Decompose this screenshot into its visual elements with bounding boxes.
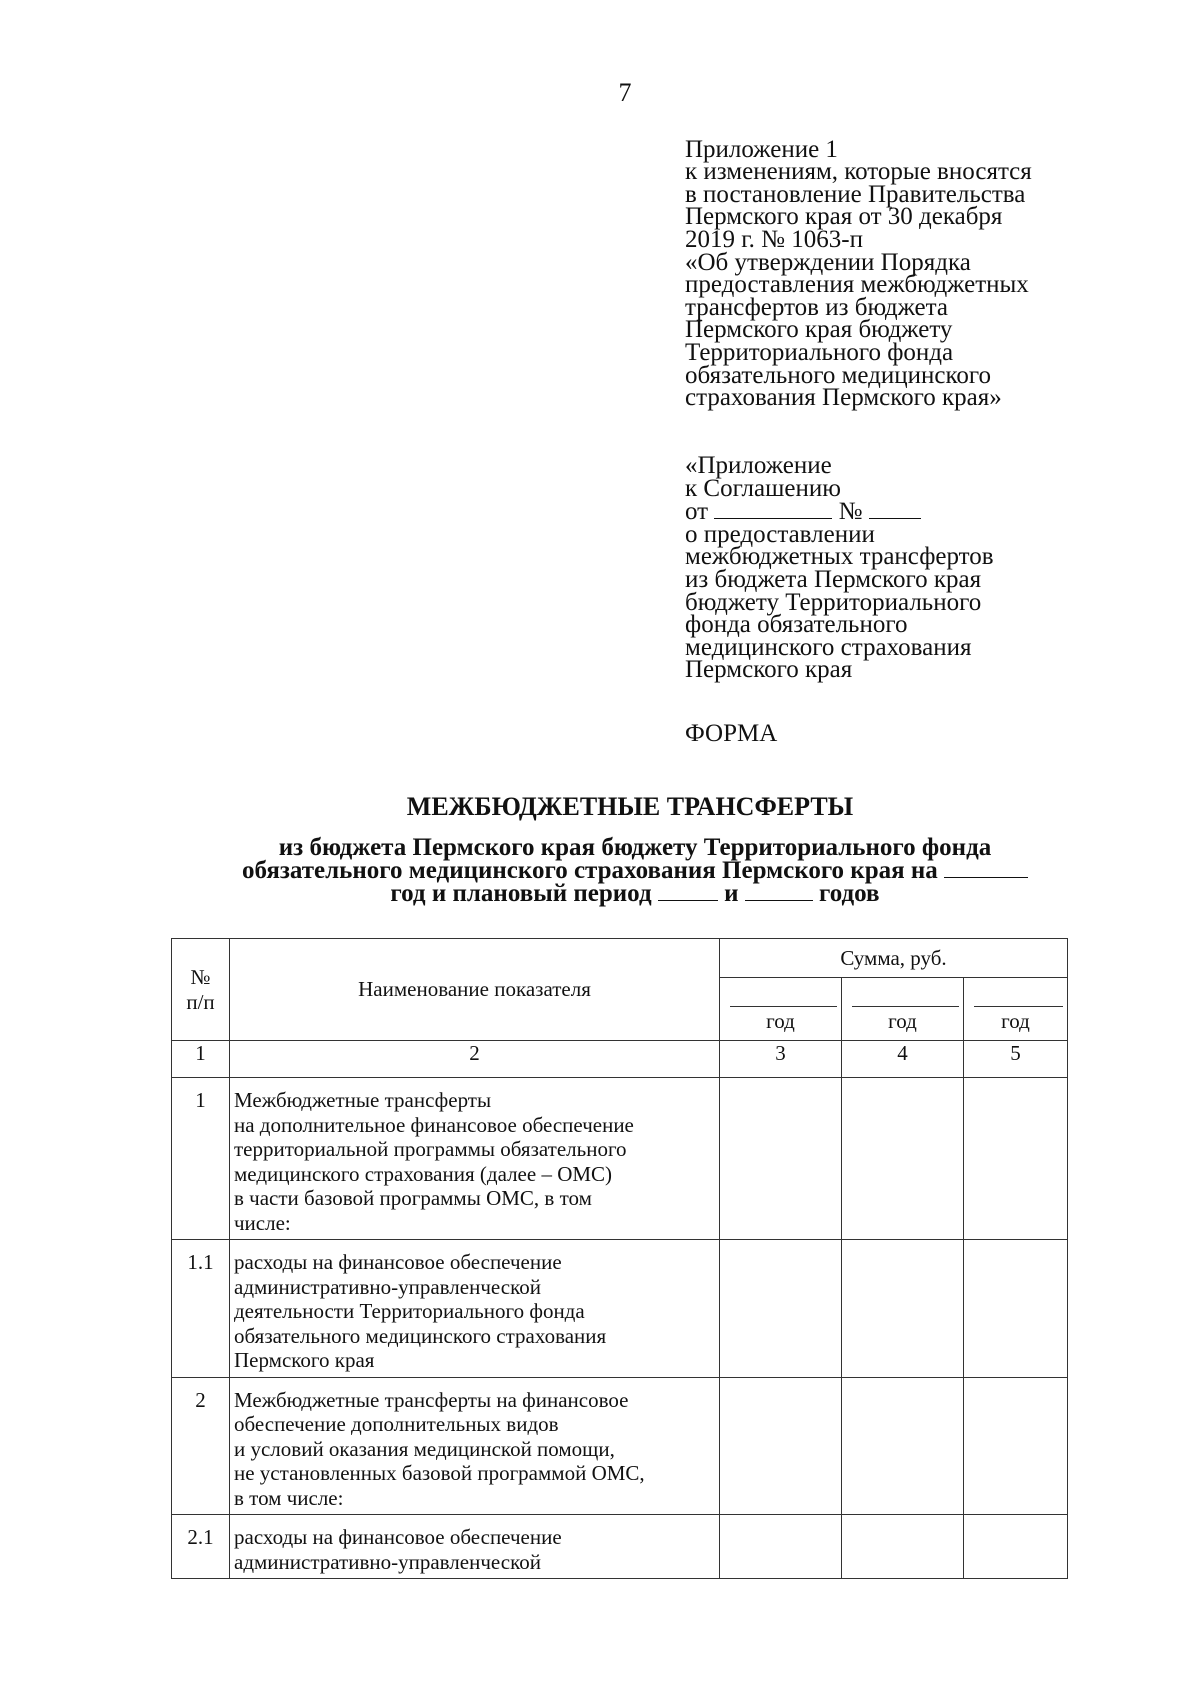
- row-indicator-name: [230, 1240, 720, 1378]
- row-text-line: Пермского края: [234, 1348, 375, 1372]
- table-row: [172, 1240, 1068, 1378]
- annex-line: 2019 г. № 1063-п: [685, 225, 863, 253]
- column-index: 2: [230, 1041, 720, 1078]
- number-blank-field[interactable]: [869, 500, 921, 519]
- row-text-line: расходы на финансовое обеспечение: [234, 1525, 562, 1549]
- row-text-line: Межбюджетные трансферты на финансовое: [234, 1387, 629, 1412]
- agreement-line: к Соглашению: [685, 474, 841, 502]
- agreement-line: фонда обязательного: [685, 611, 908, 639]
- row-text-line: обязательного медицинского страхования: [234, 1323, 607, 1348]
- row-text-line: деятельности Территориального фонда: [234, 1299, 585, 1323]
- document-subtitle: [160, 836, 1110, 905]
- document-title: МЕЖБЮДЖЕТНЫЕ ТРАНСФЕРТЫ: [406, 792, 854, 821]
- subtitle-text: год и плановый период: [390, 880, 652, 907]
- row-text-line: на дополнительное финансовое обеспечение: [234, 1112, 634, 1137]
- plan-year-2-blank-field[interactable]: [745, 884, 813, 901]
- page-number: 7: [618, 78, 632, 107]
- row-indicator-name: [230, 1515, 720, 1579]
- row-text-line: и условий оказания медицинской помощи,: [234, 1436, 615, 1461]
- row-number: 1: [172, 1078, 230, 1240]
- header-row: [172, 939, 1068, 978]
- subtitle-line: [160, 882, 1110, 905]
- annex-block: [685, 116, 1125, 410]
- column-index: 1: [172, 1041, 230, 1078]
- amount-cell[interactable]: [964, 1240, 1068, 1378]
- header-year-1: [720, 978, 842, 1041]
- row-text-line: не установленных базовой программой ОМС,: [234, 1461, 645, 1485]
- column-index: 3: [720, 1041, 842, 1078]
- annex-line: трансфертов из бюджета: [685, 293, 948, 321]
- from-label: от: [685, 498, 709, 526]
- column-index-row: [172, 1041, 1068, 1078]
- amount-cell[interactable]: [964, 1377, 1068, 1515]
- column-index: 5: [964, 1041, 1068, 1078]
- row-text-line: числе:: [234, 1210, 291, 1235]
- subtitle-line: [160, 859, 1110, 882]
- amount-cell[interactable]: [842, 1515, 964, 1579]
- subtitle-line: из бюджета Пермского края бюджету Территориального фонда: [278, 834, 992, 861]
- annex-line: предоставления межбюджетных: [685, 271, 1029, 299]
- year-label: год: [888, 1009, 917, 1033]
- row-text-line: территориальной программы обязательного: [234, 1137, 627, 1161]
- row-number: 2.1: [172, 1515, 230, 1579]
- subtitle-text: годов: [819, 880, 880, 907]
- table-row: [172, 1515, 1068, 1579]
- amount-cell[interactable]: [720, 1377, 842, 1515]
- agreement-line: межбюджетных трансфертов: [685, 543, 994, 571]
- row-indicator-name: [230, 1078, 720, 1240]
- agreement-line: «Приложение: [685, 452, 832, 479]
- table-row: [172, 1078, 1068, 1240]
- row-text-line: в том числе:: [234, 1485, 344, 1510]
- agreement-line: Пермского края: [685, 656, 853, 684]
- annex-line: обязательного медицинского: [685, 361, 992, 389]
- header-number: № п/п: [172, 939, 230, 1041]
- amount-cell[interactable]: [720, 1515, 842, 1579]
- subtitle-text: и: [724, 880, 739, 907]
- column-index: 4: [842, 1041, 964, 1078]
- amount-cell[interactable]: [964, 1078, 1068, 1240]
- plan-year-1-blank-field[interactable]: [658, 884, 718, 901]
- agreement-line: медицинского страхования: [685, 633, 972, 661]
- annex-line: «Об утверждении Порядка: [685, 248, 971, 276]
- transfers-table: [171, 938, 1068, 1579]
- year-1-blank-field[interactable]: [730, 1006, 837, 1007]
- year-2-blank-field[interactable]: [852, 1006, 959, 1007]
- annex-line: в постановление Правительства: [685, 180, 1026, 208]
- year-label: год: [1001, 1009, 1030, 1033]
- annex-line: Приложение 1: [685, 135, 838, 163]
- form-label: ФОРМА: [685, 720, 778, 747]
- row-text-line: обеспечение дополнительных видов: [234, 1412, 559, 1436]
- year-label: год: [766, 1009, 795, 1033]
- row-text-line: Межбюджетные трансферты: [234, 1088, 492, 1112]
- year-blank-field[interactable]: [944, 861, 1028, 878]
- row-indicator-name: [230, 1377, 720, 1515]
- annex-line: Пермского края бюджету: [685, 316, 953, 344]
- header-sum: Сумма, руб.: [720, 939, 1068, 978]
- amount-cell[interactable]: [842, 1377, 964, 1515]
- subtitle-text: обязательного медицинского страхования Пермского края на: [241, 857, 938, 884]
- agreement-line: о предоставлении: [685, 520, 875, 548]
- agreement-line: из бюджета Пермского края: [685, 565, 982, 593]
- row-text-line: в части базовой программы ОМС, в том: [234, 1186, 592, 1210]
- agreement-block: [685, 452, 1125, 684]
- number-sign: №: [838, 498, 863, 526]
- row-text-line: административно-управленческой: [234, 1274, 541, 1299]
- agreement-line: бюджету Территориального: [685, 588, 982, 616]
- annex-line: страхования Пермского края»: [685, 384, 1002, 412]
- annex-line: к изменениям, которые вносятся: [685, 158, 1032, 186]
- amount-cell[interactable]: [842, 1240, 964, 1378]
- amount-cell[interactable]: [964, 1515, 1068, 1579]
- header-year-3: [964, 978, 1068, 1041]
- year-3-blank-field[interactable]: [974, 1006, 1063, 1007]
- annex-line: Пермского края от 30 декабря: [685, 203, 1003, 231]
- amount-cell[interactable]: [720, 1078, 842, 1240]
- annex-line: Территориального фонда: [685, 338, 954, 366]
- row-text-line: административно-управленческой: [234, 1549, 541, 1574]
- table-row: [172, 1377, 1068, 1515]
- header-year-2: [842, 978, 964, 1041]
- date-blank-field[interactable]: [714, 500, 832, 519]
- header-indicator-name: Наименование показателя: [230, 939, 720, 1041]
- row-number: 1.1: [172, 1240, 230, 1378]
- row-text-line: медицинского страхования (далее – ОМС): [234, 1161, 613, 1186]
- amount-cell[interactable]: [842, 1078, 964, 1240]
- row-number: 2: [172, 1377, 230, 1515]
- amount-cell[interactable]: [720, 1240, 842, 1378]
- row-text-line: расходы на финансовое обеспечение: [234, 1250, 562, 1274]
